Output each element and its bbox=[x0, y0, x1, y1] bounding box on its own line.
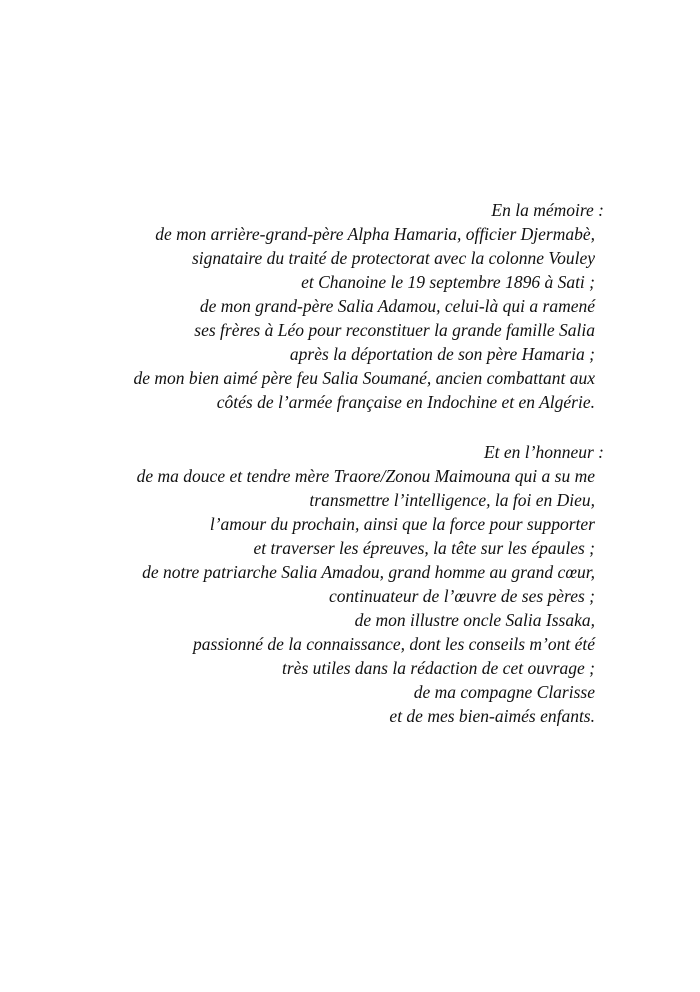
honour-line: passionné de la connaissance, dont les conseils m’ont été bbox=[193, 634, 595, 654]
memory-line: et Chanoine le 19 septembre 1896 à Sati ; bbox=[301, 272, 595, 292]
honour-line: continuateur de l’œuvre de ses pères ; bbox=[329, 586, 595, 606]
memory-line: de mon arrière-grand-père Alpha Hamaria, officier Djermabè, bbox=[155, 224, 595, 244]
honour-line: l’amour du prochain, ainsi que la force pour supporter bbox=[209, 514, 595, 534]
memory-line: côtés de l’armée française en Indochine et en Algérie. bbox=[216, 392, 595, 412]
memory-heading: En la mémoire : bbox=[491, 200, 604, 220]
honour-line: de ma compagne Clarisse bbox=[413, 682, 595, 702]
honour-line: transmettre l’intelligence, la foi en Dieu, bbox=[309, 490, 595, 510]
honour-line: et de mes bien-aimés enfants. bbox=[389, 706, 595, 726]
honour-line: de ma douce et tendre mère Traore/Zonou Maimouna qui a su me bbox=[136, 466, 595, 486]
honour-heading: Et en l’honneur : bbox=[483, 442, 604, 462]
memory-line: signataire du traité de protectorat avec la colonne Vouley bbox=[191, 248, 595, 268]
dedication-honour bbox=[0, 440, 700, 728]
honour-line: de notre patriarche Salia Amadou, grand homme au grand cœur, bbox=[142, 562, 595, 582]
honour-line: de mon illustre oncle Salia Issaka, bbox=[354, 610, 595, 630]
honour-line: et traverser les épreuves, la tête sur les épaules ; bbox=[253, 538, 595, 558]
memory-line: après la déportation de son père Hamaria ; bbox=[289, 344, 595, 364]
dedication-memory bbox=[0, 198, 700, 414]
memory-line: ses frères à Léo pour reconstituer la grande famille Salia bbox=[194, 320, 595, 340]
honour-line: très utiles dans la rédaction de cet ouvrage ; bbox=[282, 658, 595, 678]
memory-line: de mon grand-père Salia Adamou, celui-là qui a ramené bbox=[199, 296, 595, 316]
memory-line: de mon bien aimé père feu Salia Soumané, ancien combattant aux bbox=[133, 368, 595, 388]
